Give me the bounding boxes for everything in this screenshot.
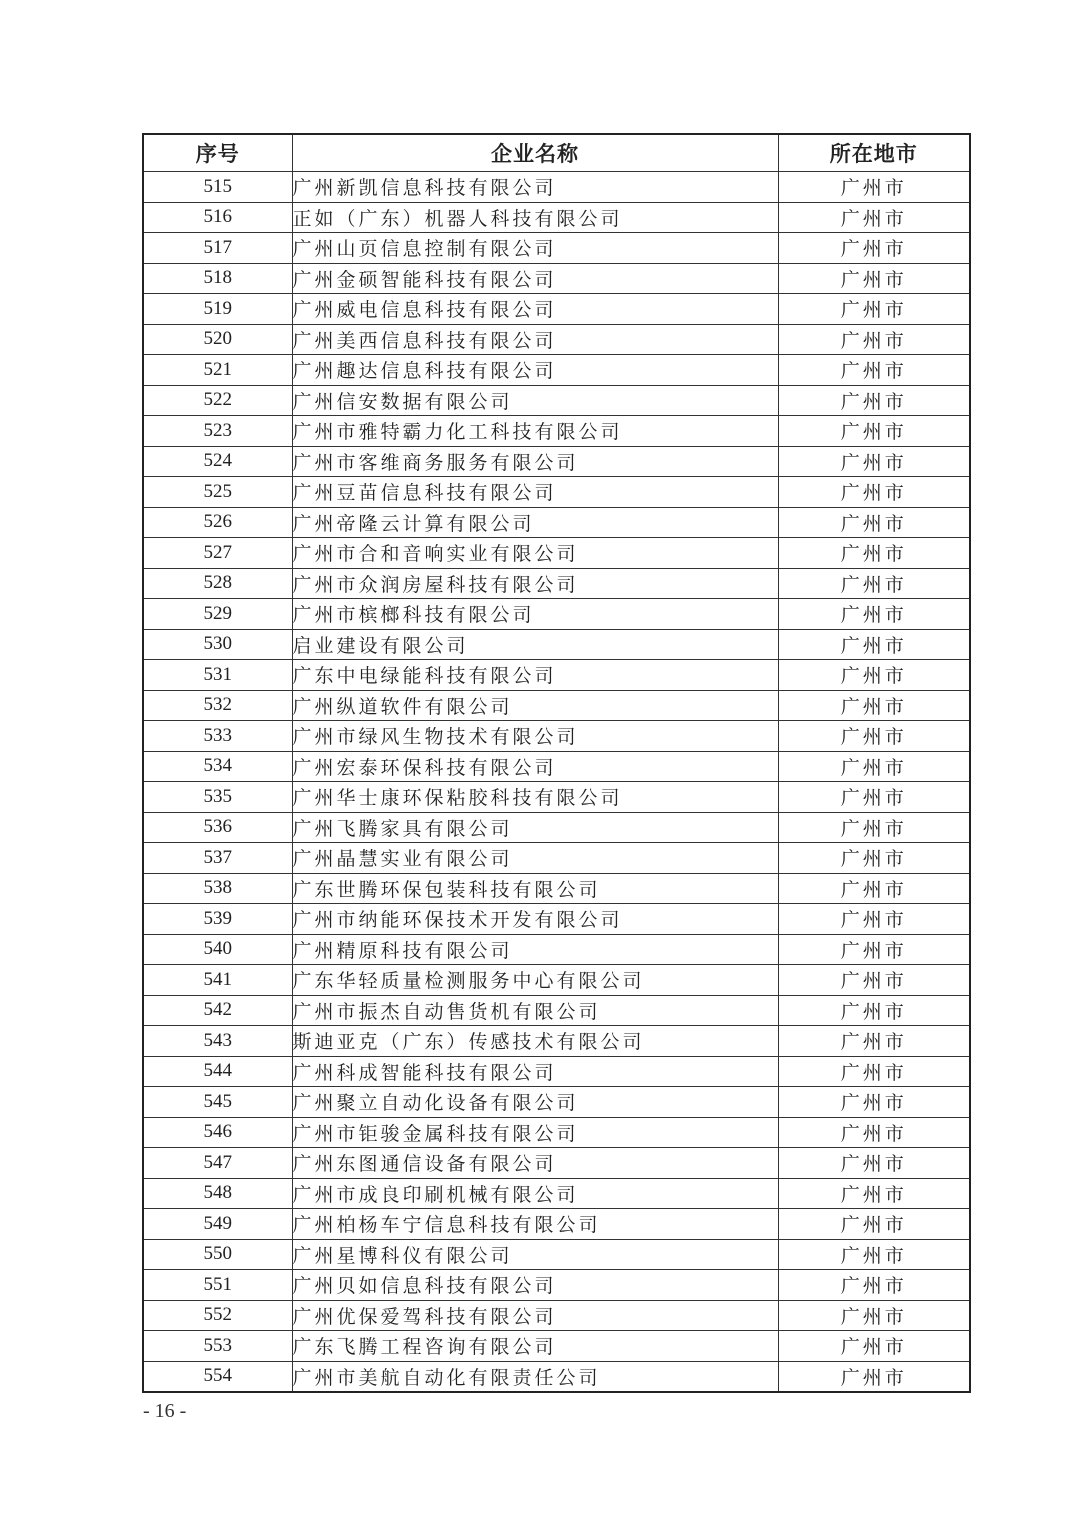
table-row [143, 477, 970, 508]
table-row [143, 1056, 970, 1087]
company-list-table [142, 133, 971, 1393]
row-serial-number: 532 [143, 690, 292, 721]
row-company-name: 广州优保爱驾科技有限公司 [292, 1300, 778, 1331]
row-serial-number: 551 [143, 1270, 292, 1301]
row-serial-number: 529 [143, 599, 292, 630]
row-company-name: 广州市纳能环保技术开发有限公司 [292, 904, 778, 935]
row-city: 广州市 [778, 873, 970, 904]
table-row [143, 965, 970, 996]
row-city: 广州市 [778, 1209, 970, 1240]
table-row [143, 721, 970, 752]
table-row [143, 873, 970, 904]
row-serial-number: 538 [143, 873, 292, 904]
row-serial-number: 553 [143, 1331, 292, 1362]
header-serial-number: 序号 [143, 134, 292, 172]
row-city: 广州市 [778, 751, 970, 782]
row-company-name: 广东华轻质量检测服务中心有限公司 [292, 965, 778, 996]
row-city: 广州市 [778, 1026, 970, 1057]
row-company-name: 广州聚立自动化设备有限公司 [292, 1087, 778, 1118]
row-serial-number: 522 [143, 385, 292, 416]
row-city: 广州市 [778, 355, 970, 386]
table-row [143, 1026, 970, 1057]
row-city: 广州市 [778, 172, 970, 203]
row-company-name: 广州山页信息控制有限公司 [292, 233, 778, 264]
row-city: 广州市 [778, 1300, 970, 1331]
row-city: 广州市 [778, 294, 970, 325]
row-serial-number: 516 [143, 202, 292, 233]
row-serial-number: 549 [143, 1209, 292, 1240]
row-serial-number: 544 [143, 1056, 292, 1087]
table-row [143, 660, 970, 691]
row-company-name: 广州市客维商务服务有限公司 [292, 446, 778, 477]
row-city: 广州市 [778, 324, 970, 355]
table-row [143, 294, 970, 325]
row-serial-number: 536 [143, 812, 292, 843]
table-row [143, 782, 970, 813]
row-city: 广州市 [778, 1148, 970, 1179]
row-company-name: 广州新凯信息科技有限公司 [292, 172, 778, 203]
header-company-name: 企业名称 [292, 134, 778, 172]
table-row [143, 1209, 970, 1240]
row-serial-number: 519 [143, 294, 292, 325]
row-company-name: 广州精原科技有限公司 [292, 934, 778, 965]
table-header-row [143, 134, 970, 172]
row-city: 广州市 [778, 233, 970, 264]
row-company-name: 广州市雅特霸力化工科技有限公司 [292, 416, 778, 447]
row-company-name: 广州科成智能科技有限公司 [292, 1056, 778, 1087]
row-company-name: 启业建设有限公司 [292, 629, 778, 660]
row-city: 广州市 [778, 1117, 970, 1148]
row-company-name: 广州华士康环保粘胶科技有限公司 [292, 782, 778, 813]
row-serial-number: 547 [143, 1148, 292, 1179]
row-serial-number: 543 [143, 1026, 292, 1057]
row-company-name: 正如（广东）机器人科技有限公司 [292, 202, 778, 233]
row-company-name: 广州东图通信设备有限公司 [292, 1148, 778, 1179]
row-serial-number: 531 [143, 660, 292, 691]
row-serial-number: 533 [143, 721, 292, 752]
row-company-name: 广州威电信息科技有限公司 [292, 294, 778, 325]
row-company-name: 广州市槟榔科技有限公司 [292, 599, 778, 630]
row-serial-number: 523 [143, 416, 292, 447]
row-company-name: 广州柏杨车宁信息科技有限公司 [292, 1209, 778, 1240]
row-city: 广州市 [778, 1270, 970, 1301]
row-city: 广州市 [778, 965, 970, 996]
table-row [143, 629, 970, 660]
row-city: 广州市 [778, 1361, 970, 1392]
row-city: 广州市 [778, 995, 970, 1026]
row-city: 广州市 [778, 202, 970, 233]
row-serial-number: 518 [143, 263, 292, 294]
table-row [143, 1331, 970, 1362]
row-serial-number: 517 [143, 233, 292, 264]
row-serial-number: 537 [143, 843, 292, 874]
table-row [143, 1117, 970, 1148]
table-row [143, 599, 970, 630]
table-row [143, 1178, 970, 1209]
row-serial-number: 542 [143, 995, 292, 1026]
row-company-name: 广州趣达信息科技有限公司 [292, 355, 778, 386]
table-row [143, 568, 970, 599]
row-city: 广州市 [778, 721, 970, 752]
row-city: 广州市 [778, 1056, 970, 1087]
row-city: 广州市 [778, 1239, 970, 1270]
table-row [143, 904, 970, 935]
row-city: 广州市 [778, 1087, 970, 1118]
row-city: 广州市 [778, 538, 970, 569]
row-serial-number: 515 [143, 172, 292, 203]
row-company-name: 广州美西信息科技有限公司 [292, 324, 778, 355]
row-city: 广州市 [778, 385, 970, 416]
row-serial-number: 546 [143, 1117, 292, 1148]
row-serial-number: 524 [143, 446, 292, 477]
row-serial-number: 530 [143, 629, 292, 660]
row-company-name: 广州市成良印刷机械有限公司 [292, 1178, 778, 1209]
row-serial-number: 540 [143, 934, 292, 965]
table-row [143, 1270, 970, 1301]
row-company-name: 广州市美航自动化有限责任公司 [292, 1361, 778, 1392]
row-city: 广州市 [778, 599, 970, 630]
table-row [143, 446, 970, 477]
table-row [143, 202, 970, 233]
row-serial-number: 550 [143, 1239, 292, 1270]
row-serial-number: 552 [143, 1300, 292, 1331]
table-row [143, 507, 970, 538]
row-serial-number: 545 [143, 1087, 292, 1118]
row-company-name: 广州信安数据有限公司 [292, 385, 778, 416]
row-serial-number: 520 [143, 324, 292, 355]
table-row [143, 355, 970, 386]
row-city: 广州市 [778, 446, 970, 477]
row-city: 广州市 [778, 477, 970, 508]
table-row [143, 385, 970, 416]
table-row [143, 1087, 970, 1118]
row-city: 广州市 [778, 934, 970, 965]
row-company-name: 广州市绿风生物技术有限公司 [292, 721, 778, 752]
row-serial-number: 541 [143, 965, 292, 996]
row-company-name: 广州市振杰自动售货机有限公司 [292, 995, 778, 1026]
row-company-name: 广州宏泰环保科技有限公司 [292, 751, 778, 782]
row-company-name: 广东飞腾工程咨询有限公司 [292, 1331, 778, 1362]
table-row [143, 690, 970, 721]
table-row [143, 538, 970, 569]
row-city: 广州市 [778, 1178, 970, 1209]
row-city: 广州市 [778, 843, 970, 874]
row-serial-number: 528 [143, 568, 292, 599]
row-company-name: 广州市钜骏金属科技有限公司 [292, 1117, 778, 1148]
table-row [143, 995, 970, 1026]
row-city: 广州市 [778, 690, 970, 721]
row-city: 广州市 [778, 568, 970, 599]
table-row [143, 172, 970, 203]
row-city: 广州市 [778, 416, 970, 447]
table-row [143, 1148, 970, 1179]
row-city: 广州市 [778, 782, 970, 813]
row-serial-number: 527 [143, 538, 292, 569]
company-list-table-wrapper [142, 133, 969, 1393]
row-city: 广州市 [778, 507, 970, 538]
table-row [143, 263, 970, 294]
row-company-name: 广州飞腾家具有限公司 [292, 812, 778, 843]
table-row [143, 1300, 970, 1331]
row-company-name: 广州金硕智能科技有限公司 [292, 263, 778, 294]
row-serial-number: 526 [143, 507, 292, 538]
row-company-name: 广州晶慧实业有限公司 [292, 843, 778, 874]
table-row [143, 324, 970, 355]
row-company-name: 广州市合和音响实业有限公司 [292, 538, 778, 569]
row-company-name: 广州贝如信息科技有限公司 [292, 1270, 778, 1301]
table-row [143, 233, 970, 264]
table-body [143, 172, 970, 1393]
table-row [143, 843, 970, 874]
table-row [143, 1239, 970, 1270]
row-city: 广州市 [778, 660, 970, 691]
row-city: 广州市 [778, 1331, 970, 1362]
row-serial-number: 535 [143, 782, 292, 813]
table-row [143, 416, 970, 447]
row-city: 广州市 [778, 629, 970, 660]
table-row [143, 934, 970, 965]
row-serial-number: 548 [143, 1178, 292, 1209]
row-serial-number: 539 [143, 904, 292, 935]
page-number: - 16 - [143, 1400, 187, 1422]
table-row [143, 1361, 970, 1392]
row-company-name: 斯迪亚克（广东）传感技术有限公司 [292, 1026, 778, 1057]
row-company-name: 广州豆苗信息科技有限公司 [292, 477, 778, 508]
row-company-name: 广东中电绿能科技有限公司 [292, 660, 778, 691]
table-row [143, 751, 970, 782]
row-city: 广州市 [778, 263, 970, 294]
row-serial-number: 521 [143, 355, 292, 386]
row-serial-number: 534 [143, 751, 292, 782]
row-city: 广州市 [778, 812, 970, 843]
row-serial-number: 525 [143, 477, 292, 508]
row-company-name: 广州纵道软件有限公司 [292, 690, 778, 721]
table-row [143, 812, 970, 843]
row-company-name: 广州市众润房屋科技有限公司 [292, 568, 778, 599]
header-city: 所在地市 [778, 134, 970, 172]
row-company-name: 广州帝隆云计算有限公司 [292, 507, 778, 538]
row-serial-number: 554 [143, 1361, 292, 1392]
row-city: 广州市 [778, 904, 970, 935]
row-company-name: 广州星博科仪有限公司 [292, 1239, 778, 1270]
row-company-name: 广东世腾环保包装科技有限公司 [292, 873, 778, 904]
